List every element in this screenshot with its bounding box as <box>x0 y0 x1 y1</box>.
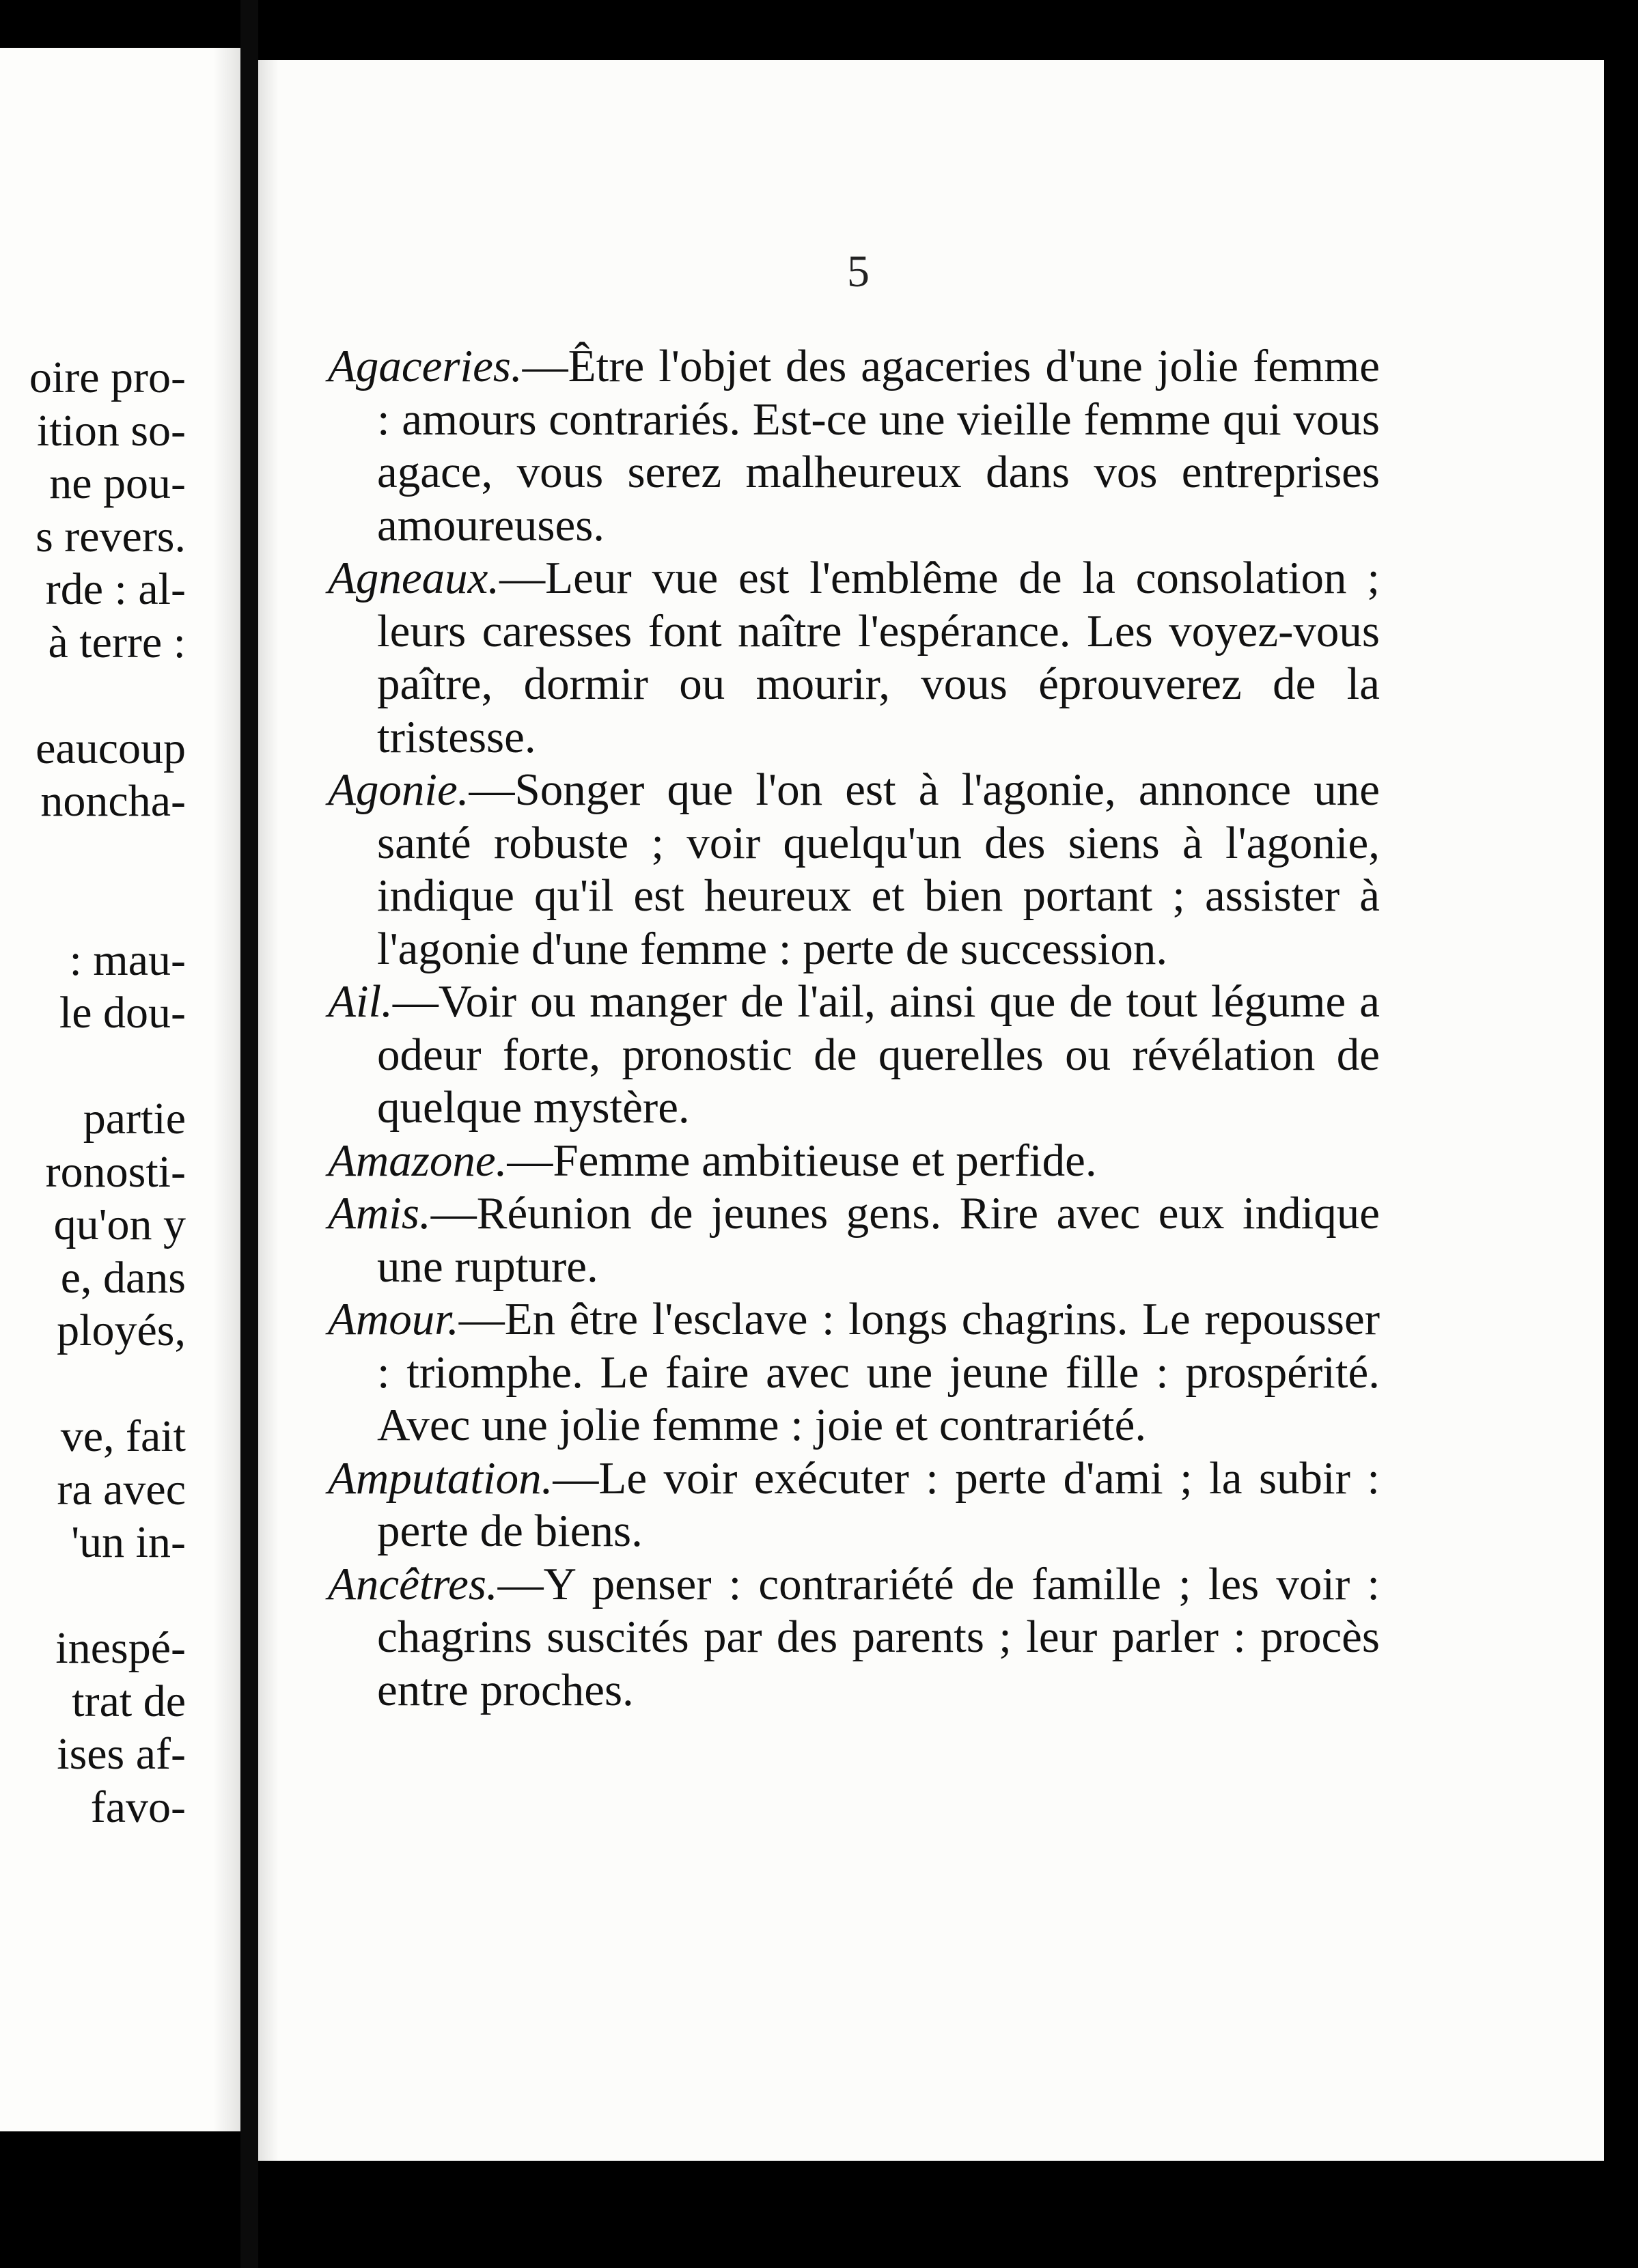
left-page-line: le dou- <box>59 988 186 1038</box>
entry-text: —Y penser : contrariété de famille ; les voir : chagrins suscités par des parents ; leur parler : procès entre proches. <box>377 1558 1380 1715</box>
left-page-line: : mau- <box>69 935 186 985</box>
left-page-line: à terre : <box>48 617 186 667</box>
entry-amazone <box>328 1135 1380 1188</box>
dictionary-entries <box>328 340 1380 1717</box>
entry-text: —Voir ou manger de l'ail, ainsi que de tout légume a odeur forte, pronostic de querelles ou révélation de quelque mystère. <box>377 976 1380 1133</box>
left-page-line: favo- <box>90 1782 186 1832</box>
left-page-line: qu'on y <box>53 1200 186 1249</box>
entry-text: —Femme ambitieuse et perfide. <box>507 1135 1097 1186</box>
entry-text: —Le voir exécuter : perte d'ami ; la subir : perte de biens. <box>377 1452 1380 1556</box>
entry-ail <box>328 976 1380 1135</box>
left-page-line: ve, fait <box>60 1411 186 1461</box>
entry-amour <box>328 1293 1380 1452</box>
entry-agonie <box>328 764 1380 976</box>
headword: Ancêtres. <box>328 1558 498 1609</box>
left-page-line: s revers. <box>36 511 186 562</box>
entry-text: —En être l'esclave : longs chagrins. Le repousser : triomphe. Le faire avec une jeune fille : prospérité. Avec une jolie femme : joie et contrariété. <box>377 1294 1380 1450</box>
left-page-line: partie <box>83 1094 186 1144</box>
left-page-line: noncha- <box>40 776 186 826</box>
entry-agneaux <box>328 552 1380 764</box>
page-number: 5 <box>847 247 870 296</box>
left-page-line: e, dans <box>60 1252 186 1303</box>
headword: Agonie. <box>328 764 469 815</box>
entry-amputation <box>328 1452 1380 1558</box>
headword: Amis. <box>328 1188 431 1239</box>
left-page-line: 'un in- <box>71 1517 186 1567</box>
headword: Amour. <box>328 1294 459 1344</box>
entry-amis <box>328 1187 1380 1293</box>
entry-text: —Songer que l'on est à l'agonie, annonce une santé robuste ; voir quelqu'un des siens à l'agonie, indique qu'il est heureux et bien portant ; assister à l'agonie d'une femme : perte de succession. <box>377 764 1380 974</box>
entry-agaceries <box>328 340 1380 552</box>
headword: Agneaux. <box>328 553 500 603</box>
headword: Amazone. <box>328 1135 508 1186</box>
headword: Amputation. <box>328 1452 553 1504</box>
page-edge-shadow <box>258 60 279 2161</box>
book-spine <box>240 0 258 2268</box>
left-page-line: trat de <box>72 1676 186 1726</box>
left-page-line: ployés, <box>57 1305 186 1355</box>
left-page-line: ition so- <box>36 405 186 456</box>
gutter-shadow <box>213 48 240 2131</box>
headword: Ail. <box>328 976 393 1027</box>
left-page-fragment <box>0 48 240 2131</box>
entry-text: —Leur vue est l'emblême de la consolation ; leurs caresses font naître l'espérance. Les voyez-vous paître, dormir ou mourir, vous éprouverez de la tristesse. <box>377 553 1380 762</box>
left-page-line: ises af- <box>57 1729 186 1779</box>
headword: Agaceries. <box>328 341 523 391</box>
left-page-line: inespé- <box>55 1623 186 1673</box>
left-page-line: oire pro- <box>29 352 186 402</box>
left-page-line: rde : al- <box>45 564 186 614</box>
left-page-line: eaucoup <box>36 723 186 773</box>
left-page-line: ra avec <box>57 1464 186 1515</box>
left-page-line: ronosti- <box>45 1146 186 1197</box>
entry-text: —Réunion de jeunes gens. Rire avec eux indique une rupture. <box>377 1188 1380 1292</box>
entry-ancetres <box>328 1558 1380 1717</box>
right-page <box>258 60 1604 2161</box>
entry-text: —Être l'objet des agaceries d'une jolie femme : amours contrariés. Est-ce une vieille femme qui vous agace, vous serez malheureux dans vos entreprises amoureuses. <box>377 341 1380 551</box>
left-page-line: ne pou- <box>49 458 186 508</box>
